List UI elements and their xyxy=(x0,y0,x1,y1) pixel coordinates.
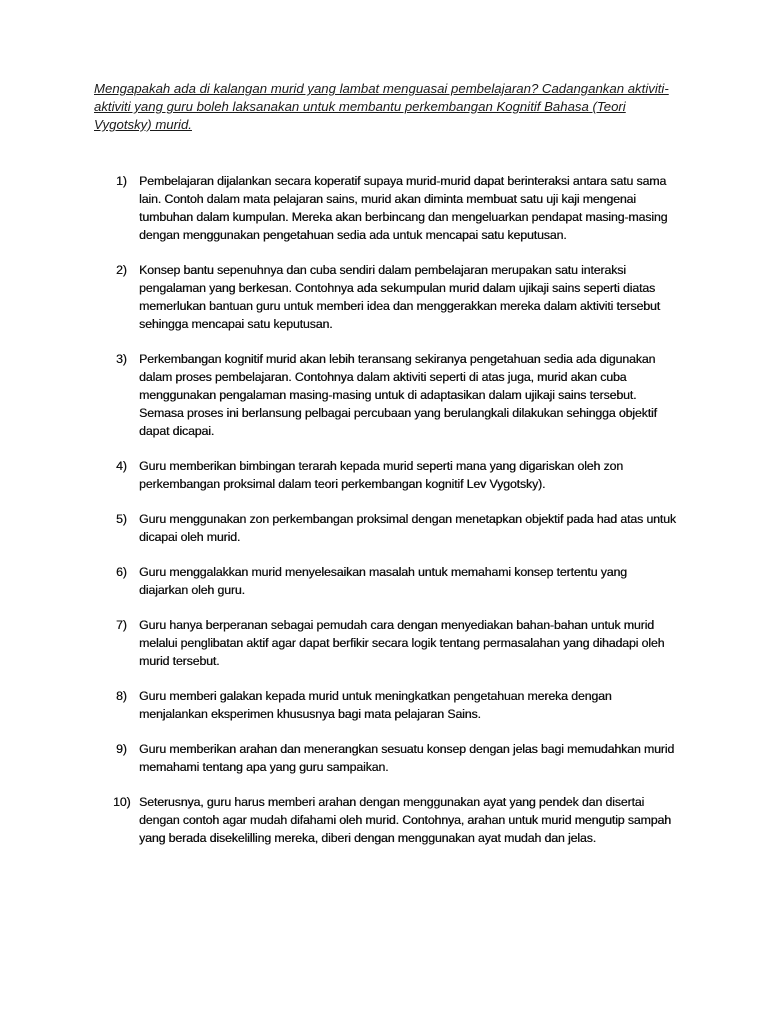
list-item xyxy=(116,616,676,670)
item-number: 6) xyxy=(116,565,127,579)
item-number: 3) xyxy=(116,352,127,366)
list-item xyxy=(116,172,676,244)
item-number: 5) xyxy=(116,512,127,526)
item-text: Guru memberikan arahan dan menerangkan sesuatu konsep dengan jelas bagi memudahkan murid memahami tentang apa yang guru sampaikan. xyxy=(139,742,675,774)
item-text: Guru menggunakan zon perkembangan proksimal dengan menetapkan objektif pada had atas untuk dicapai oleh murid. xyxy=(139,512,676,544)
item-number: 9) xyxy=(116,742,127,756)
list-item xyxy=(116,687,676,723)
item-number: 1) xyxy=(116,174,127,188)
list-item xyxy=(116,457,676,493)
item-number: 2) xyxy=(116,263,127,277)
answer-list xyxy=(113,172,676,864)
item-text: Konsep bantu sepenuhnya dan cuba sendiri dalam pembelajaran merupakan satu interaksi pengalaman yang berkesan. Contohnya ada sekumpulan murid dalam ujikaji sains seperti diatas memerlukan bantuan guru untuk memberi idea dan menggerakkan mereka dalam aktiviti tersebut sehingga mencapai satu keputusan. xyxy=(139,263,660,331)
item-number: 10) xyxy=(113,795,131,809)
list-item xyxy=(116,563,676,599)
item-text: Guru menggalakkan murid menyelesaikan masalah untuk memahami konsep tertentu yang diajarkan oleh guru. xyxy=(139,565,627,597)
list-item xyxy=(116,261,676,333)
list-item xyxy=(116,350,676,440)
item-text: Pembelajaran dijalankan secara koperatif supaya murid-murid dapat berinteraksi antara satu sama lain. Contoh dalam mata pelajaran sains, murid akan diminta membuat satu uji kaji mengenai tumbuhan dalam kumpulan. Mereka akan berbincang dan mengeluarkan pendapat masing-masing dengan menggunakan pengetahuan sedia ada untuk mencapai satu keputusan. xyxy=(139,174,668,242)
item-text: Guru memberi galakan kepada murid untuk meningkatkan pengetahuan mereka dengan menjalankan eksperimen khususnya bagi mata pelajaran Sains. xyxy=(139,689,612,721)
list-item xyxy=(116,740,676,776)
list-item xyxy=(116,510,676,546)
item-number: 7) xyxy=(116,618,127,632)
item-number: 4) xyxy=(116,459,127,473)
list-item xyxy=(113,793,676,847)
question-heading: Mengapakah ada di kalangan murid yang lambat menguasai pembelajaran? Cadangankan aktiviti-aktiviti yang guru boleh laksanakan untuk membantu perkembangan Kognitif Bahasa (Teori Vygotsky) murid. xyxy=(94,81,669,132)
item-number: 8) xyxy=(116,689,127,703)
item-text: Seterusnya, guru harus memberi arahan dengan menggunakan ayat yang pendek dan disertai dengan contoh agar mudah difahami oleh murid. Contohnya, arahan untuk murid mengutip sampah yang berada disekelilling mereka, diberi dengan menggunakan ayat mudah dan jelas. xyxy=(139,795,671,845)
item-text: Perkembangan kognitif murid akan lebih teransang sekiranya pengetahuan sedia ada digunakan dalam proses pembelajaran. Contohnya dalam aktiviti seperti di atas juga, murid akan cuba menggunakan pengalaman masing-masing untuk di adaptasikan dalam ujikaji sains tersebut. Semasa proses ini berlansung pelbagai percubaan yang berulangkali dilakukan sehingga objektif dapat dicapai. xyxy=(139,352,657,438)
item-text: Guru memberikan bimbingan terarah kepada murid seperti mana yang digariskan oleh zon perkembangan proksimal dalam teori perkembangan kognitif Lev Vygotsky). xyxy=(139,459,623,491)
item-text: Guru hanya berperanan sebagai pemudah cara dengan menyediakan bahan-bahan untuk murid melalui penglibatan aktif agar dapat berfikir secara logik tentang permasalahan yang dihadapi oleh murid tersebut. xyxy=(139,618,665,668)
